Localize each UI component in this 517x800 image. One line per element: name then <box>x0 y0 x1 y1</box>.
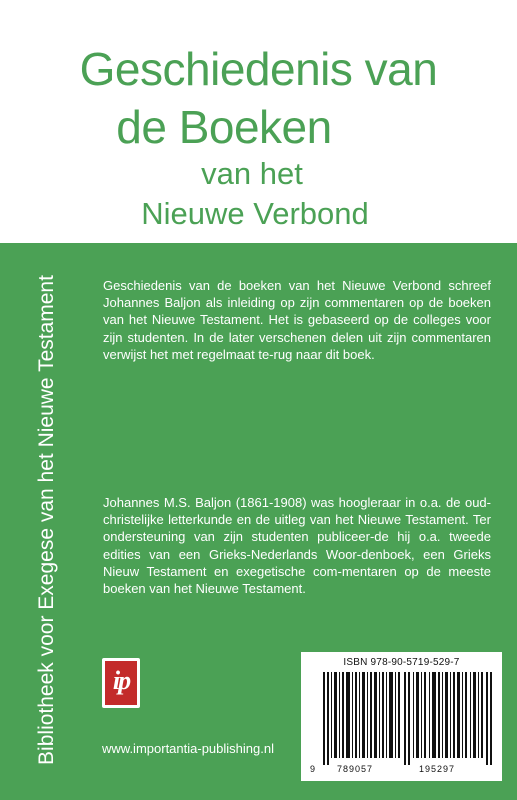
logo-letters: ip <box>112 666 130 695</box>
logo-red-block <box>105 661 137 705</box>
barcode-digit-first: 9 <box>310 764 317 774</box>
publisher-logo-icon <box>102 658 140 708</box>
title-line-1: Geschiedenis van <box>79 43 438 95</box>
title-area <box>0 0 517 243</box>
isbn-text: ISBN 978-90-5719-529-7 <box>343 657 460 668</box>
series-title-vertical: Bibliotheek voor Exegese van het Nieuwe Testament <box>35 275 58 765</box>
publisher-url[interactable]: www.importantia-publishing.nl <box>102 741 274 756</box>
description-paragraph: Geschiedenis van de boeken van het Nieuwe Verbond schreef Johannes Baljon als inleiding op zijn commentaren op de boeken van het Nieuwe Testament. Het is gebaseerd op de colleges voor zijn studenten. In de later verschenen delen uit zijn commentaren verwijst het met regelmaat te-rug naar dit boek. <box>103 278 491 362</box>
author-biography-paragraph: Johannes M.S. Baljon (1861-1908) was hoogleraar in o.a. de oud-christelijke letterkunde en de uitleg van het Nieuwe Testament. Ter ondersteuning van zijn studenten publiceer-de hij o.a. tweede edities van een Grieks-Nederlands Woor-denboek, een Grieks Nieuw Testament en exegetische com-mentaren op de meeste boeken van het Nieuwe Testament. <box>103 495 491 597</box>
title-line-3: van het <box>201 156 303 191</box>
barcode-digits-group-2: 195297 <box>419 764 456 774</box>
barcode-bars <box>323 672 493 765</box>
barcode-label <box>301 652 502 781</box>
barcode-digits-group-1: 789057 <box>337 764 374 774</box>
title-line-2: de Boeken <box>116 101 332 153</box>
title-line-4: Nieuwe Verbond <box>141 196 369 231</box>
